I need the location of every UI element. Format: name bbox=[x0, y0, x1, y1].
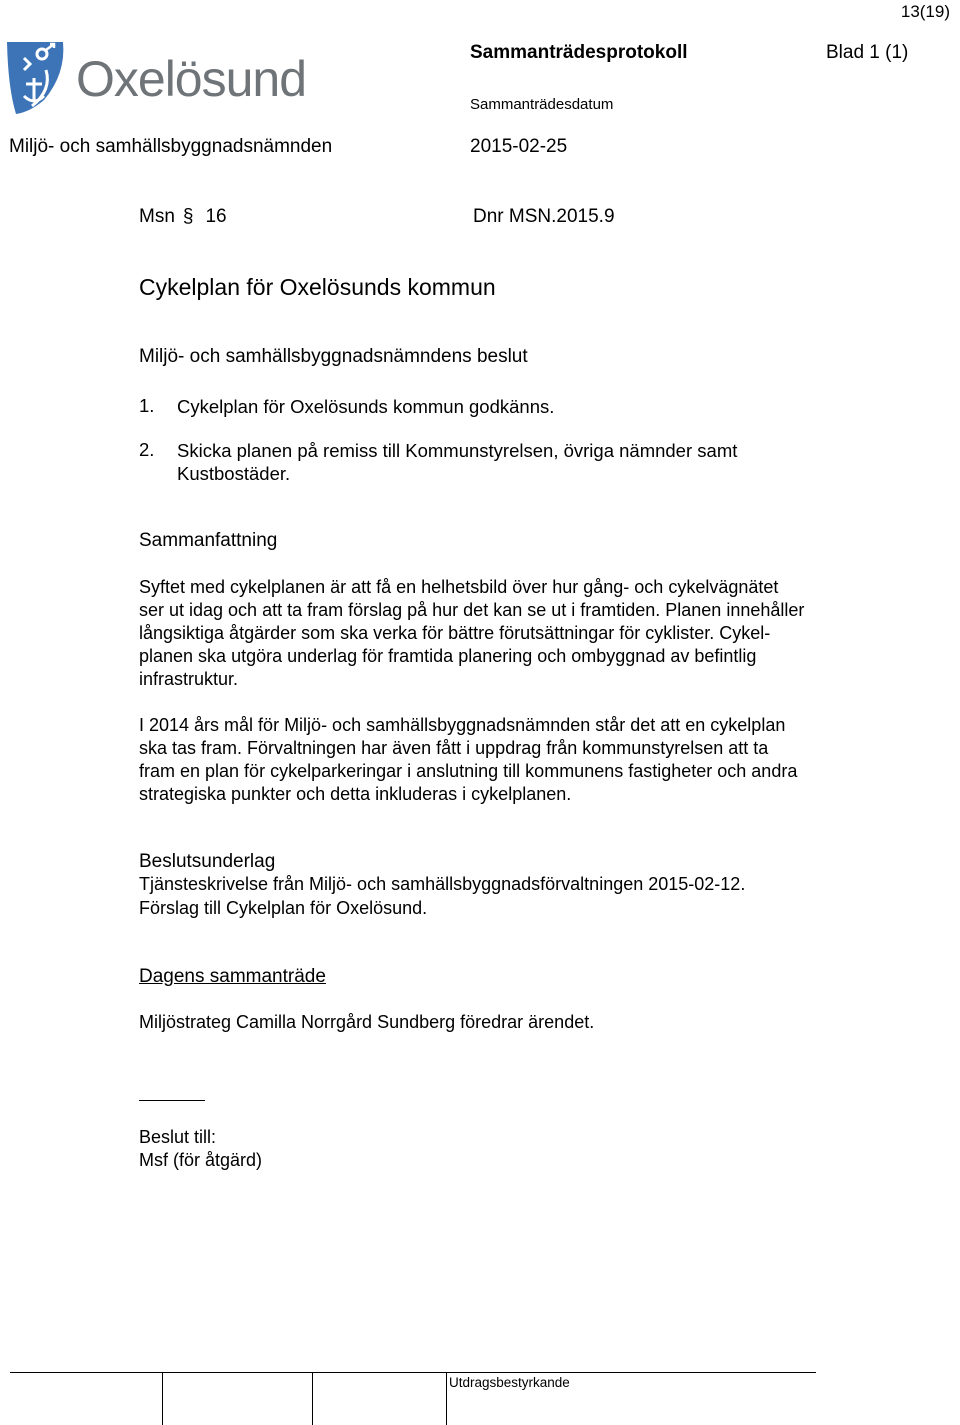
decision-heading: Miljö- och samhällsbyggnadsnämndens beslut bbox=[139, 346, 528, 367]
signature-cell-divider bbox=[312, 1373, 313, 1425]
signature-table bbox=[10, 1372, 816, 1425]
coat-of-arms-icon bbox=[7, 42, 63, 114]
summary-paragraph: I 2014 års mål för Miljö- och samhällsbyggnadsnämnden står det att en cykelplan ska tas fram. Förvaltningen har även fått i uppdrag från kommunstyrelsen att ta fram en plan för cykelparkeringar i anslutning till kommunens fastigheter och andra strategiska punkter och detta inkluderas i cykelplanen. bbox=[139, 715, 798, 804]
case-number bbox=[139, 206, 227, 228]
decision-item-number: 2. bbox=[139, 439, 155, 460]
signature-cell-divider bbox=[162, 1373, 163, 1425]
meeting-date: 2015-02-25 bbox=[470, 136, 568, 157]
basis-heading: Beslutsunderlag bbox=[139, 851, 276, 872]
meeting-text: Miljöstrateg Camilla Norrgård Sundberg föredrar ärendet. bbox=[139, 1012, 595, 1032]
signature-cell-divider bbox=[446, 1373, 447, 1425]
recipients-label: Beslut till: bbox=[139, 1127, 217, 1147]
sheet-number: Blad 1 (1) bbox=[826, 42, 909, 63]
recipients-line: Msf (för åtgärd) bbox=[139, 1150, 263, 1170]
meeting-heading: Dagens sammanträde bbox=[139, 966, 326, 987]
section-sign: § bbox=[182, 206, 194, 227]
document-type: Sammanträdesprotokoll bbox=[470, 42, 688, 63]
page-title: Cykelplan för Oxelösunds kommun bbox=[139, 274, 496, 300]
logo-wordmark: Oxelösund bbox=[76, 51, 307, 107]
oxelosund-logo bbox=[6, 40, 318, 116]
certification-label: Utdragsbestyrkande bbox=[449, 1375, 570, 1390]
decision-item-number: 1. bbox=[139, 395, 155, 416]
msn-number: 16 bbox=[205, 206, 227, 227]
basis-document: Tjänsteskrivelse från Miljö- och samhällsbyggnadsförvaltningen 2015-02-12. bbox=[139, 874, 746, 894]
committee-name: Miljö- och samhällsbyggnadsnämnden bbox=[9, 136, 333, 157]
diary-number: Dnr MSN.2015.9 bbox=[473, 206, 615, 227]
summary-heading: Sammanfattning bbox=[139, 530, 278, 551]
decision-item-text: Skicka planen på remiss till Kommunstyrelsen, övriga nämnder samt Kustbostäder. bbox=[177, 440, 738, 484]
decision-item-text: Cykelplan för Oxelösunds kommun godkänns. bbox=[177, 396, 555, 417]
page-number: 13(19) bbox=[900, 2, 950, 21]
summary-paragraph: Syftet med cykelplanen är att få en helhetsbild över hur gång- och cykelvägnätet ser ut idag och att ta fram förslag på hur det kan se ut i framtiden. Planen innehåller långsiktiga åtgärder som ska verka för bättre förutsättningar för cyklister. Cykel- planen ska utgöra underlag för framtida planering och ombyggnad av befintlig infrastruktur. bbox=[139, 577, 805, 689]
meeting-date-label: Sammanträdesdatum bbox=[470, 96, 614, 113]
msn-label: Msn bbox=[139, 206, 175, 227]
separator-line bbox=[139, 1100, 205, 1101]
basis-document: Förslag till Cykelplan för Oxelösund. bbox=[139, 898, 428, 918]
